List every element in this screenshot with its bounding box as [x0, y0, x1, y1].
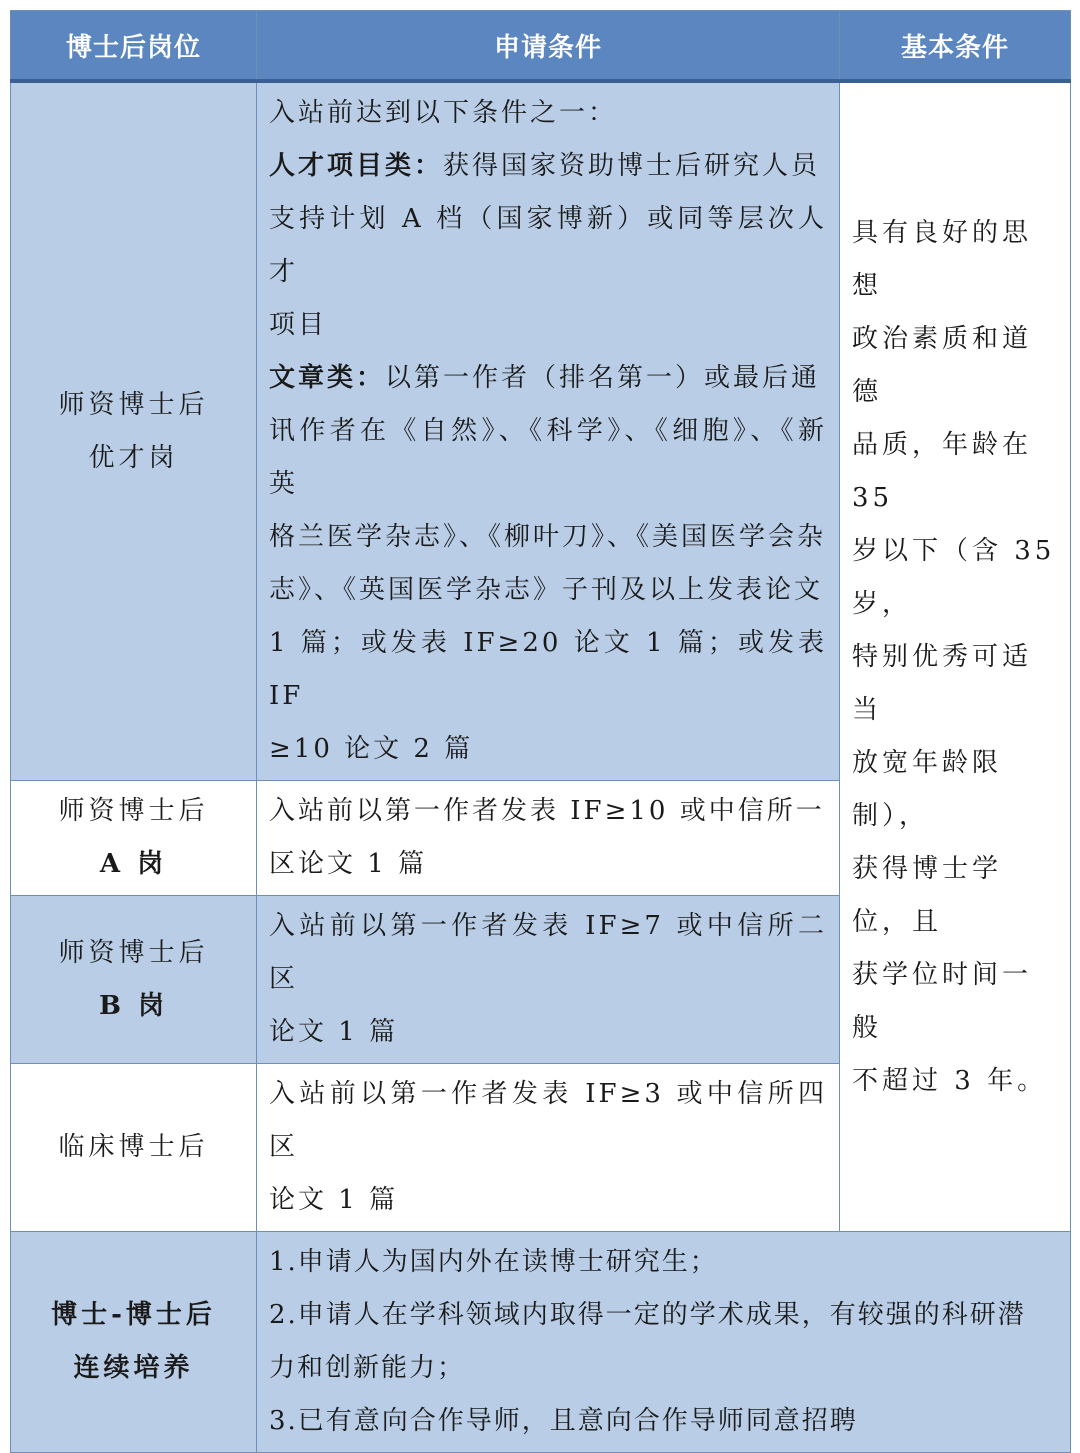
- basic-line: 品质，年龄在 35: [852, 429, 1033, 513]
- condition-line: 论文 1 篇: [269, 1185, 399, 1215]
- basic-line: 特别优秀可适当: [852, 641, 1033, 725]
- basic-line: 政治素质和道德: [852, 323, 1033, 407]
- condition-talent-line2: 支持计划 A 档（国家博新）或同等层次人才: [269, 204, 827, 287]
- condition-line: 入站前以第一作者发表 IF≥3 或中信所四区: [269, 1079, 827, 1162]
- condition-article-line5: 1 篇；或发表 IF≥20 论文 1 篇；或发表 IF: [269, 628, 827, 711]
- condition-line: 力和创新能力；: [269, 1353, 466, 1383]
- condition-line: 区论文 1 篇: [269, 849, 428, 879]
- condition-cell: [257, 81, 840, 781]
- condition-line: 1.申请人为国内外在读博士研究生；: [269, 1247, 718, 1277]
- basic-conditions-cell: [840, 81, 1071, 1232]
- post-name-line1: 博士-博士后: [51, 1300, 216, 1330]
- post-cell: [11, 896, 257, 1064]
- post-name-line1: 师资博士后: [58, 389, 209, 420]
- condition-line: 入站前以第一作者发表 IF≥7 或中信所二区: [269, 911, 827, 994]
- condition-line: 入站前以第一作者发表 IF≥10 或中信所一: [269, 796, 825, 826]
- condition-talent-line1: [269, 140, 827, 193]
- header-application-conditions: 申请条件: [257, 11, 840, 82]
- post-name-line1: 师资博士后: [58, 796, 209, 826]
- header-post: 博士后岗位: [11, 11, 257, 82]
- post-name-line1: 临床博士后: [58, 1132, 209, 1162]
- condition-cell: [257, 1064, 840, 1232]
- condition-intro: 入站前达到以下条件之一：: [269, 98, 618, 128]
- condition-article-label: 文章类：: [269, 363, 386, 393]
- condition-article-line4: 志》、《英国医学杂志》子刊及以上发表论文: [269, 575, 824, 605]
- condition-line: 2.申请人在学科领域内取得一定的学术成果，有较强的科研潜: [269, 1300, 1026, 1330]
- post-cell: [11, 1064, 257, 1232]
- condition-article-line3: 格兰医学杂志》、《柳叶刀》、《美国医学会杂: [269, 522, 827, 552]
- post-name-line1: 师资博士后: [58, 937, 209, 968]
- basic-line: 放宽年龄限制），: [852, 747, 1003, 831]
- post-cell: [11, 781, 257, 896]
- condition-article-line6: ≥10 论文 2 篇: [269, 734, 474, 764]
- basic-line: 具有良好的思想: [852, 217, 1033, 301]
- condition-article-line2: 讯作者在《自然》、《科学》、《细胞》、《新英: [269, 416, 827, 499]
- postdoc-positions-table: [10, 10, 1071, 1453]
- condition-cell: [257, 781, 840, 896]
- basic-line: 不超过 3 年。: [852, 1065, 1048, 1096]
- condition-talent-text: 获得国家资助博士后研究人员: [443, 151, 821, 181]
- condition-line: 3.已有意向合作导师，且意向合作导师同意招聘: [269, 1406, 858, 1436]
- post-name-line2: A 岗: [99, 849, 168, 879]
- condition-article-line1: [269, 352, 827, 405]
- basic-line: 岁以下（含 35 岁，: [852, 535, 1056, 619]
- post-name-line2: 优才岗: [88, 442, 179, 473]
- condition-article-text: 以第一作者（排名第一）或最后通: [385, 363, 821, 393]
- basic-line: 获学位时间一般: [852, 959, 1033, 1043]
- post-cell: [11, 81, 257, 781]
- condition-line: 论文 1 篇: [269, 1017, 399, 1047]
- condition-cell: [257, 896, 840, 1064]
- basic-line: 获得博士学位，且: [852, 853, 1003, 937]
- table-row: [11, 1232, 1071, 1453]
- header-basic-conditions: 基本条件: [840, 11, 1071, 82]
- condition-cell: [257, 1232, 1071, 1453]
- post-name-line2: 连续培养: [73, 1353, 194, 1383]
- condition-talent-label: 人才项目类：: [269, 151, 444, 181]
- condition-talent-line3: 项目: [269, 310, 328, 340]
- table-header-row: [11, 11, 1071, 82]
- post-name-line2: B 岗: [98, 990, 169, 1021]
- table-row: [11, 81, 1071, 781]
- post-cell: [11, 1232, 257, 1453]
